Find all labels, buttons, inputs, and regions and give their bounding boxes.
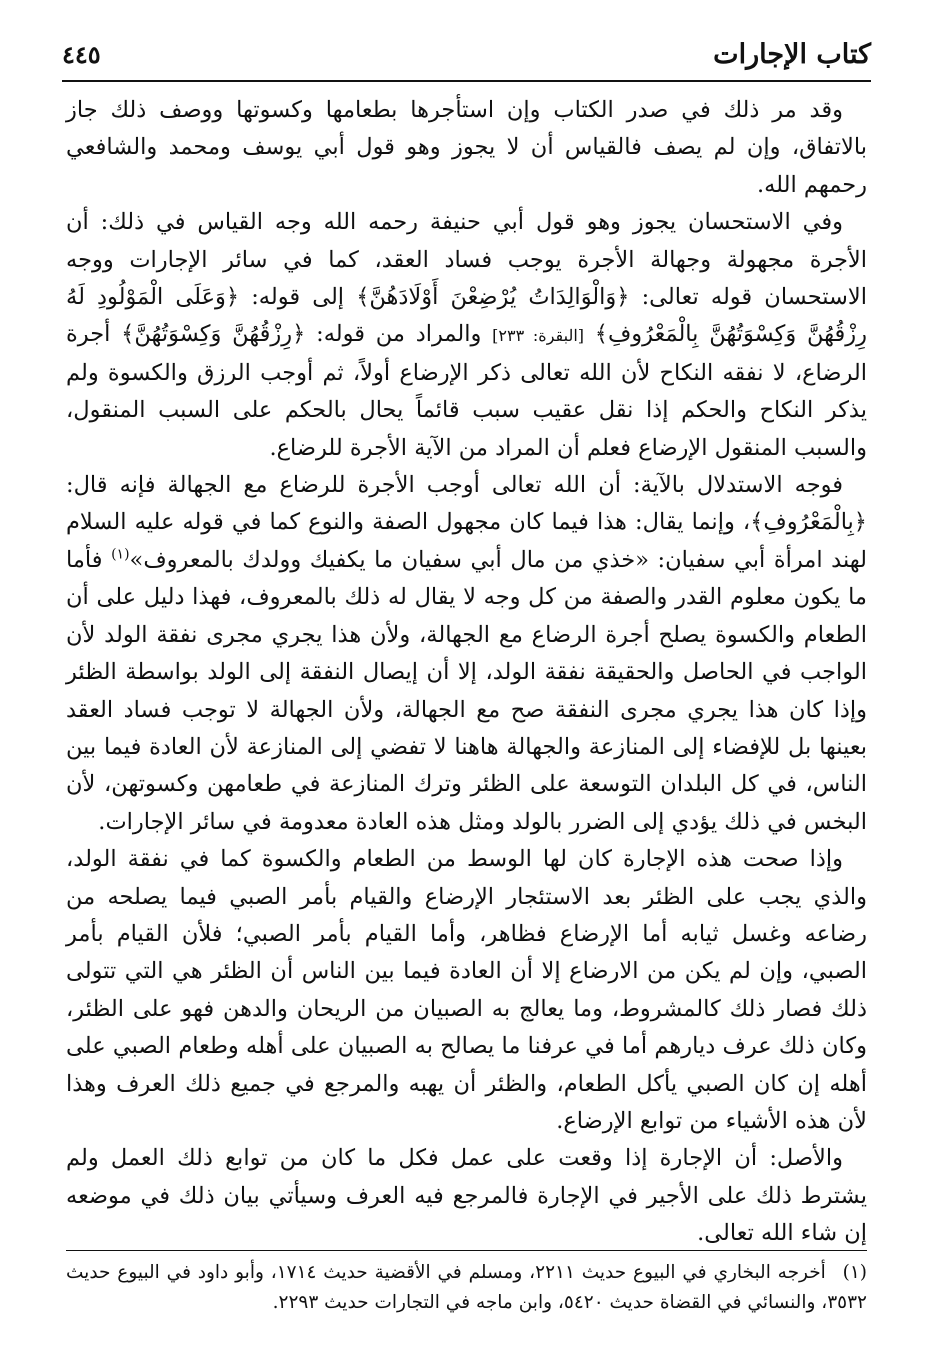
footnote-item bbox=[66, 1258, 867, 1318]
footnote-text: أخرجه البخاري في البيوع حديث ٢٢١١، ومسلم في الأقضية حديث ١٧١٤، وأبو داود في البيوع حديث ٣٥٣٢، والنسائي في القضاة حديث ٥٤٢٠، وابن ماجه في التجارات حديث ٢٢٩٣. bbox=[66, 1262, 867, 1313]
paragraph-3-text-c: فأما ما يكون معلوم القدر والصفة من كل وجه لا يقال له ذلك بالمعروف، فهذا دليل على أن الطعام والكسوة يصلح أجرة الرضاع مع الجهالة، ولأن هذا يجري مجرى نفقة الولد لأن الواجب في الحاصل والحقيقة نفقة الولد، إلا أن إيصال النفقة إلى الولد بواسطة الظئر وإذا كان هذا يجري مجرى النفقة صح مع الجهالة، ولأن الجهالة لا توجب فساد العقد بعينها بل للإفضاء إلى المنازعة والجهالة هاهنا لا تفضي إلى المنازعة لأن العادة فيما بين الناس، في كل البلدان التوسعة على الظئر وترك المنازعة في طعامهن وكسوتهن، لأن البخس في ذلك يؤدي إلى الضرر بالولد ومثل هذه العادة معدومة في سائر الإجارات. bbox=[66, 546, 867, 835]
footnote-number: (١) bbox=[842, 1262, 867, 1283]
paragraph-3-text-a: فوجه الاستدلال بالآية: أن الله تعالى أوجب الأجرة للرضاع مع الجهالة فإنه قال: bbox=[66, 472, 843, 499]
main-text bbox=[66, 92, 867, 1253]
paragraph-2-text-a: وفي الاستحسان يجوز وهو قول أبي حنيفة رحمه الله وجه القياس في ذلك: أن الأجرة مجهولة وجهالة الأجرة يوجب فساد العقد، كما في سائر الإجارات ووجه الاستحسان قوله تعالى: bbox=[66, 209, 867, 311]
quran-verse-3: ﴿رِزْقُهُنَّ وَكِسْوَتُهُنَّ﴾ bbox=[121, 321, 306, 348]
footnote-rule bbox=[66, 1250, 867, 1251]
paragraph-2-text-d: أجرة الرضاع، لا نفقه النكاح لأن الله تعالى ذكر الإرضاع أولاً، ثم أوجب الرزق والكسوة ولم يذكر النكاح والحكم إذا نقل عقيب سبب قائماً يحال بالحكم على السبب المنقول، والسبب المنقول الإرضاع فعلم أن المراد من الآية الأجرة للرضاع. bbox=[66, 321, 867, 461]
header-rule bbox=[62, 80, 871, 82]
footnotes bbox=[66, 1258, 867, 1318]
paragraph-3-text-b: ، وإنما يقال: هذا فيما كان مجهول الصفة والنوع كما في قوله عليه السلام لهند امرأة أبي سفيان: «خذي من مال أبي سفيان ما يكفيك وولدك بالمعروف» bbox=[66, 509, 867, 573]
paragraph-2-text-b: إلى قوله: bbox=[251, 284, 345, 311]
page-number: ٤٤٥ bbox=[62, 40, 101, 69]
paragraph-4: وإذا صحت هذه الإجارة كان لها الوسط من الطعام والكسوة كما في نفقة الولد، والذي يجب على الظئر بعد الاستئجار الإرضاع والقيام بأمر الصبي فيما يصلحه من رضاعه وغسل ثيابه أما الإرضاع فظاهر، وأما القيام بأمر الصبي؛ فلأن القيام بأمر الصبي، وإن لم يكن من الارضاع إلا أن العادة فيما بين الناس أن الظئر هي التي تتولى ذلك فصار ذلك كالمشروط، وما يعالج به الصبيان من الريحان والدهن فهو على الظئر، وكان ذلك عرف ديارهم أما في عرفنا ما يصالح به الصبيان على أهله وطعام الصبي على أهله إن كان الصبي يأكل الطعام، والظئر أن يهبه والمرجع في جميع ذلك العرف وهذا لأن هذه الأشياء من توابع الإرضاع. bbox=[66, 846, 867, 1134]
page-header bbox=[62, 34, 871, 82]
paragraph-3 bbox=[66, 467, 867, 841]
paragraph-1: وقد مر ذلك في صدر الكتاب وإن استأجرها بطعامها وكسوتها ووصف ذلك جاز بالاتفاق، وإن لم يصف فالقياس أن لا يجوز وهو قول أبي يوسف ومحمد والشافعي رحمهم الله. bbox=[66, 97, 867, 198]
quran-verse-4: ﴿بِالْمَعْرُوفِ﴾ bbox=[750, 509, 867, 536]
paragraph-5: والأصل: أن الإجارة إذا وقعت على عمل فكل ما كان من توابع ذلك العمل ولم يشترط ذلك على الأجير في الإجارة فالمرجع فيه العرف وسيأتي بيان ذلك في موضعه إن شاء الله تعالى. bbox=[66, 1145, 867, 1247]
chapter-title: كتاب الإجارات bbox=[713, 39, 871, 70]
verse-reference: [البقرة: ٢٣٣] bbox=[492, 326, 585, 346]
quran-verse-2: ﴿وَعَلَى الْمَوْلُودِ لَهُ رِزْقُهُنَّ وَكِسْوَتُهُنَّ بِالْمَعْرُوفِ﴾ bbox=[66, 284, 867, 348]
paragraph-2-text-c: والمراد من قوله: bbox=[316, 321, 482, 348]
footnote-marker[interactable]: (١) bbox=[111, 546, 130, 563]
paragraph-2 bbox=[66, 204, 867, 467]
quran-verse-1: ﴿وَالْوَالِدَاتُ يُرْضِعْنَ أَوْلَادَهُنَّ﴾ bbox=[356, 284, 630, 311]
